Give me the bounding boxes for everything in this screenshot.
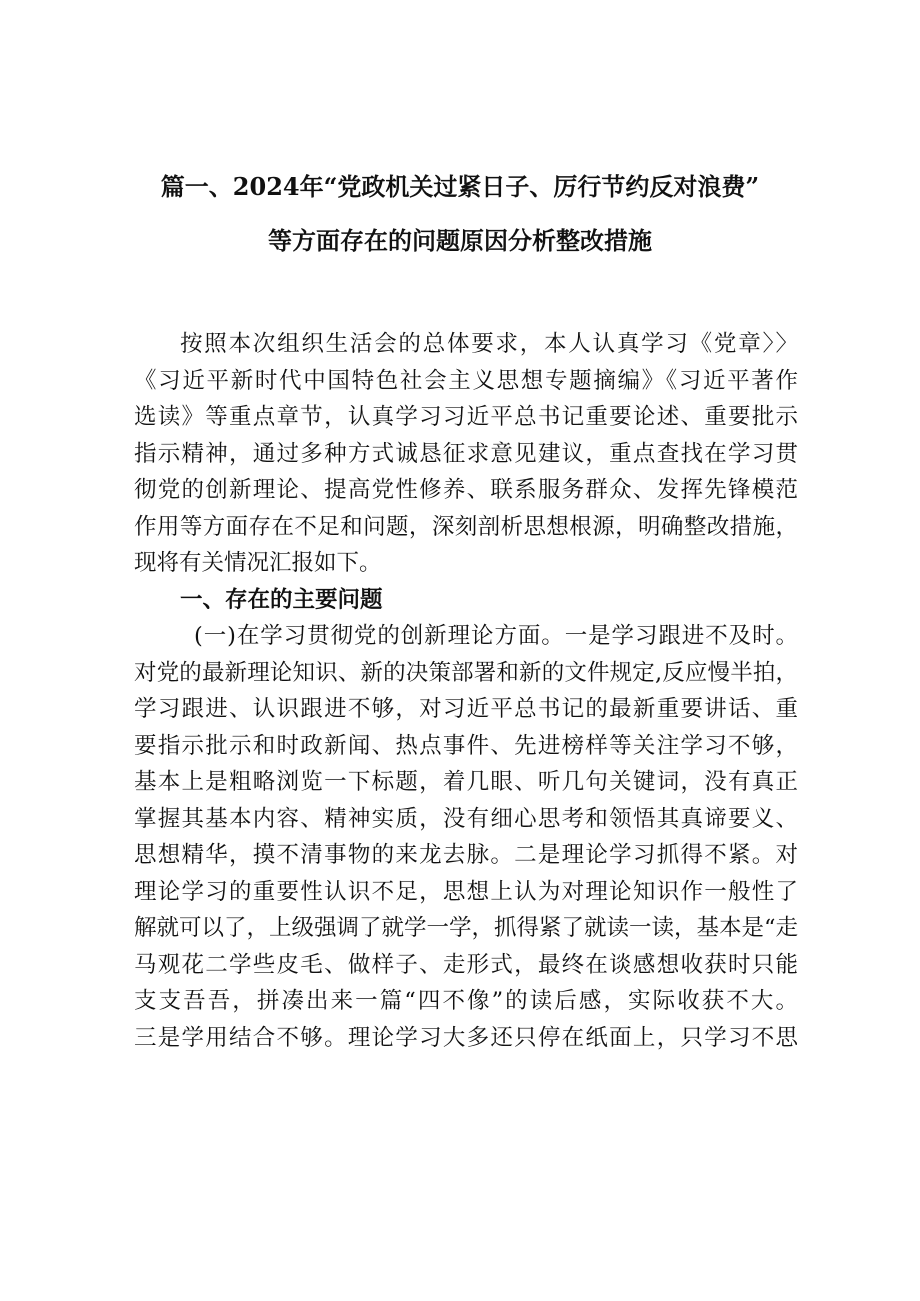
intro-paragraph-line: 作用等方面存在不足和问题，深刻剖析思想根源，明确整改措施， bbox=[134, 513, 798, 540]
document-title-line-2: 等方面存在的问题原因分析整改措施 bbox=[268, 226, 652, 255]
section-paragraph-line: 要指示批示和时政新闻、热点事件、先进榜样等关注学习不够， bbox=[134, 732, 798, 759]
section-paragraph-line: (一)在学习贯彻党的创新理论方面。一是学习跟进不及时。 bbox=[194, 623, 798, 649]
section-paragraph-line: 基本上是粗略浏览一下标题，着几眼、听几句关键词，没有真正 bbox=[134, 769, 798, 795]
section-paragraph-line: 掌握其基本内容、精神实质，没有细心思考和领悟其真谛要义、 bbox=[134, 805, 798, 832]
section-heading: 一、存在的主要问题 bbox=[180, 586, 383, 613]
intro-paragraph-line: 彻党的创新理论、提高党性修养、联系服务群众、发挥先锋模范 bbox=[134, 477, 798, 503]
document-title-line-1: 篇一、2024年“党政机关过紧日子、厉行节约反对浪费” bbox=[160, 172, 760, 201]
section-paragraph-line: 支支吾吾，拼凑出来一篇“四不像”的读后感，实际收获不大。 bbox=[134, 988, 798, 1014]
section-paragraph-line: 思想精华，摸不清事物的来龙去脉。二是理论学习抓得不紧。对 bbox=[134, 842, 798, 868]
document-body bbox=[134, 326, 798, 1056]
section-paragraph-line: 理论学习的重要性认识不足，思想上认为对理论知识作一般性了 bbox=[134, 878, 798, 905]
intro-paragraph-line: 指示精神，通过多种方式诚恳征求意见建议，重点查找在学习贯 bbox=[134, 440, 798, 467]
intro-paragraph-line: 按照本次组织生活会的总体要求，本人认真学习《党章〉〉 bbox=[180, 331, 798, 357]
section-paragraph-line: 学习跟进、认识跟进不够，对习近平总书记的最新重要讲话、重 bbox=[134, 696, 798, 722]
section-paragraph-line: 三是学用结合不够。理论学习大多还只停在纸面上，只学习不思 bbox=[134, 1024, 798, 1051]
section-paragraph-line: 解就可以了，上级强调了就学一学，抓得紧了就读一读，基本是“走 bbox=[134, 915, 798, 941]
section-paragraph-line: 对党的最新理论知识、新的决策部署和新的文件规定,反应慢半拍， bbox=[134, 659, 798, 686]
intro-paragraph-line: 选读》等重点章节，认真学习习近平总书记重要论述、重要批示 bbox=[134, 404, 798, 430]
intro-paragraph-line: 现将有关情况汇报如下。 bbox=[134, 550, 382, 576]
section-paragraph-line: 马观花二学些皮毛、做样子、走形式，最终在谈感想收获时只能 bbox=[134, 951, 798, 978]
intro-paragraph-line: 《习近平新时代中国特色社会主义思想专题摘编》《习近平著作 bbox=[134, 367, 798, 394]
